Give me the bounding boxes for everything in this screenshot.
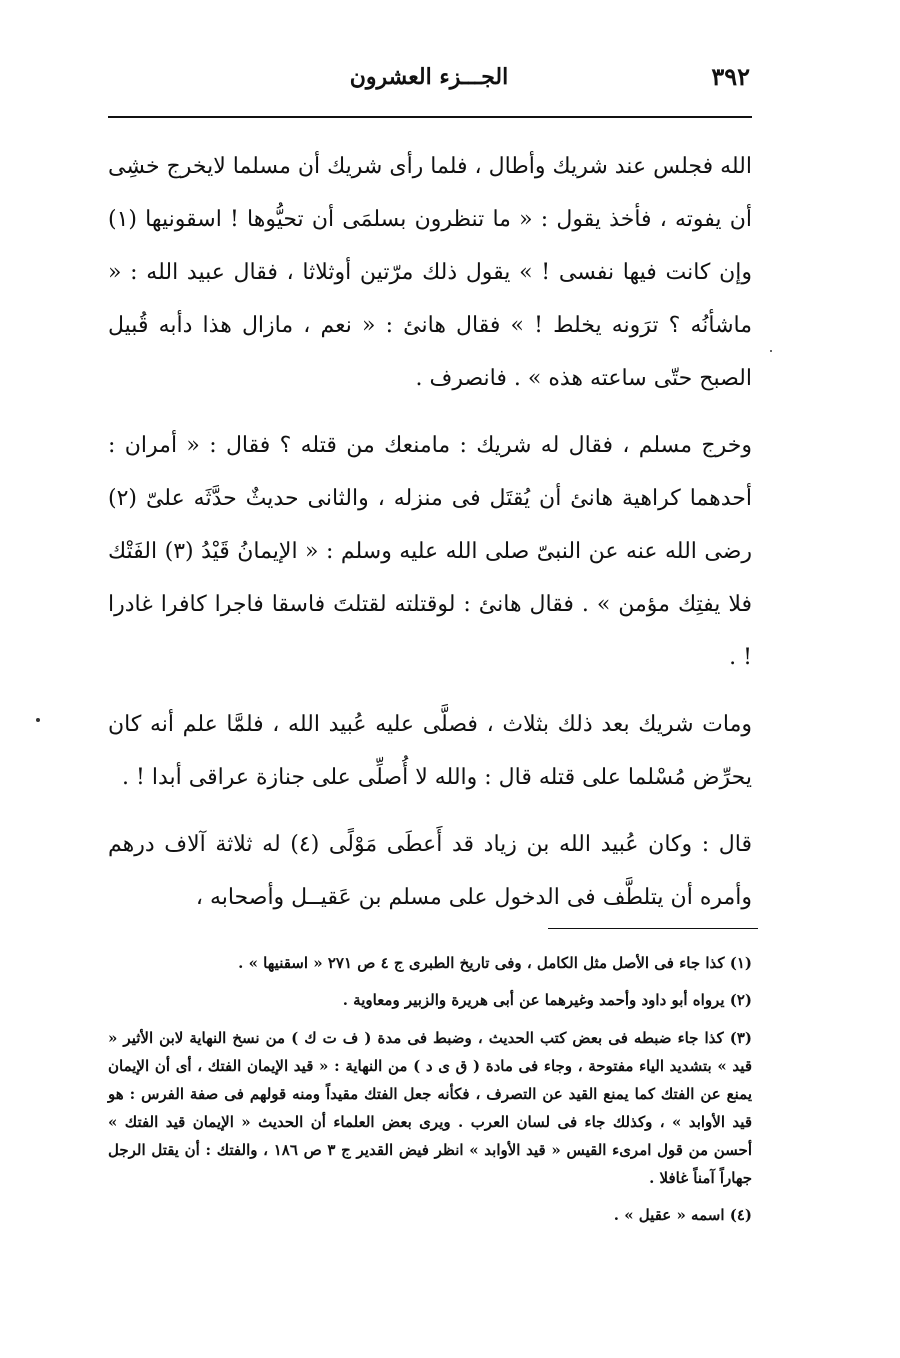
header-rule [108,116,752,118]
footnote-3: (٣) كذا جاء ضبطه فى بعض كتب الحديث ، وضبط فى مدة ( ف ت ك ) من نسخ النهاية لابن الأثير « قيد » بتشديد الياء مفتوحة ، وجاء فى مادة ( ق ى د ) من النهاية : « قيد الإيمان الفتك ، أى أن الإيمان يمنع عن الفتك كما يمنع القيد عن التصرف ، فكأنه جعل الفتك مقيداً ومنه قولهم فى صفة الفرس : هو قيد الأوابد » ، وكذلك جاء فى لسان العرب . ويرى بعض العلماء أن الحديث « الإيمان قيد الفتك » أحسن من قول امرىء القيس « قيد الأوابد » انظر فيض القدير ج ٣ ص ١٨٦ ، والفتك : أن يقتل الرجل جهاراً آمناً غافلا . [108,1029,752,1187]
footnote-2: (٢) يرواه أبو داود وأحمد وغيرهما عن أبى هريرة والزبير ومعاوية . [342,991,752,1009]
footnote-1: (١) كذا جاء فى الأصل مثل الكامل ، وفى تاريخ الطبرى ج ٤ ص ٢٧١ « اسقنيها » . [238,954,752,972]
paragraph-3: ومات شريك بعد ذلك بثلاث ، فصلَّى عليه عُبيد الله ، فلمَّا علم أنه كان يحرِّض مُسْلما على قتله قال : والله لا أُصلِّى على جنازة عراقى أبدا ! . [108,712,752,790]
paragraph-4: قال : وكان عُبيد الله بن زياد قد أَعطَى مَوْلًى (٤) له ثلاثة آلاف درهم وأمره أن يتلطَّف فى الدخول على مسلم بن عَقيــل وأصحابه ، [108,832,752,910]
footnote-4: (٤) اسمه « عقيل » . [613,1206,752,1224]
stray-ink-dot [36,718,40,722]
page-header [108,62,750,102]
stray-ink-dot [770,350,772,352]
main-text [108,140,752,938]
page-number: ٣٩٢ [711,62,750,91]
paragraph-1: الله فجلس عند شريك وأطال ، فلما رأى شريك أن مسلما لايخرج خشِى أن يفوته ، فأخذ يقول : « ما تنظرون بسلمَى أن تحيُّوها ! اسقونيها (١) وإن كانت فيها نفسى ! » يقول ذلك مرّتين أوثلاثا ، فقال عبيد الله : « ماشأنُه ؟ ترَونه يخلط ! » فقال هانئ : « نعم ، مازال هذا دأبه قُبيل الصبح حتّى ساعته هذه » . فانصرف . [107,154,752,391]
running-title: الجـــزء العشرون [349,64,509,90]
footnote-rule [548,928,758,929]
footnotes [108,950,752,1239]
paragraph-2: وخرج مسلم ، فقال له شريك : مامنعك من قتله ؟ فقال : « أمران : أحدهما كراهية هانئ أن يُقتَل فى منزله ، والثانى حديثٌ حدَّثَه علىّ (٢) رضى الله عنه عن النبىّ صلى الله عليه وسلم : « الإيمانُ قَيْدُ (٣) الفَتْك فلا يفتِك مؤمن » . فقال هانئ : لوقتلته لقتلتَ فاسقا فاجرا كافرا غادرا ! . [108,433,753,670]
